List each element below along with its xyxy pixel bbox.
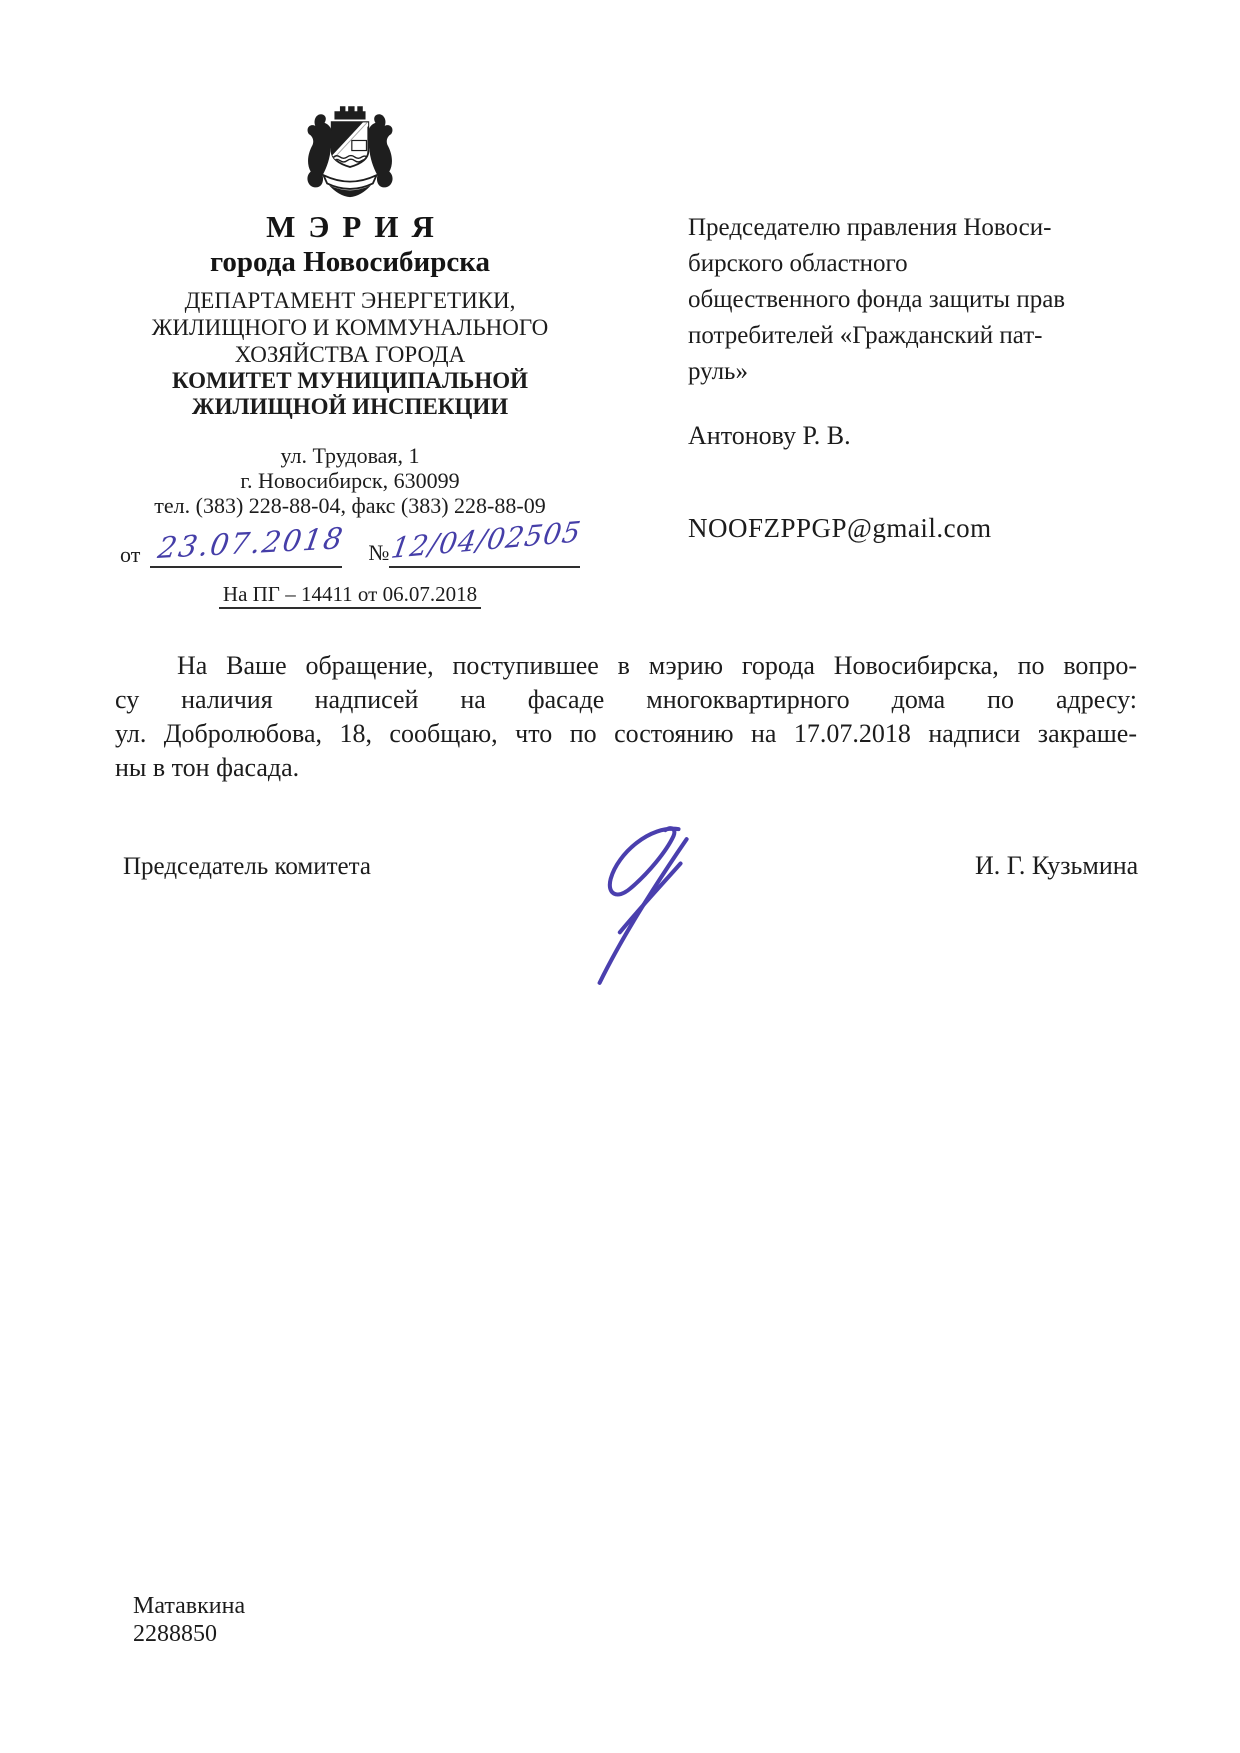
signer-position: Председатель комитета	[123, 853, 371, 880]
department-line: ХОЗЯЙСТВА ГОРОДА	[234, 342, 466, 367]
number-label: №	[368, 540, 390, 565]
committee-name	[110, 368, 590, 420]
street-address: ул. Трудовая, 1	[280, 443, 420, 468]
committee-line: ЖИЛИЩНОЙ ИНСПЕКЦИИ	[191, 394, 509, 419]
executor-name: Матавкина	[133, 1593, 246, 1619]
incoming-reference-text: На ПГ – 14411 от 06.07.2018	[219, 582, 481, 609]
body-line: ны в тон фасада.	[115, 753, 300, 782]
handwritten-date: 23.07.2018	[156, 520, 348, 566]
date-label: от	[120, 542, 141, 567]
org-title: МЭРИЯ	[266, 209, 447, 244]
department-name	[110, 287, 590, 368]
executor-phone: 2288850	[133, 1621, 217, 1647]
body-line: су наличия надписей на фасаде многоквартирного дома по адресу:	[115, 685, 1137, 714]
letterhead	[110, 103, 590, 606]
committee-line: КОМИТЕТ МУНИЦИПАЛЬНОЙ	[171, 368, 529, 393]
handwritten-number: 12/04/02505	[389, 514, 585, 566]
addressee-block	[688, 210, 1140, 546]
outgoing-date-field	[150, 520, 348, 568]
body-line: На Ваше обращение, поступившее в мэрию города Новосибирска, по вопро-	[177, 651, 1137, 680]
phone-fax: тел. (383) 228-88-04, факс (383) 228-88-09	[154, 493, 546, 518]
department-line: ДЕПАРТАМЕНТ ЭНЕРГЕТИКИ,	[184, 288, 516, 313]
outgoing-ref-row	[110, 514, 590, 568]
contact-block	[110, 443, 590, 518]
novosibirsk-coat-of-arms-icon	[304, 103, 396, 199]
addressee-line: Председателю правления Новоси-	[688, 214, 1052, 241]
addressee-line: потребителей «Гражданский пат-	[688, 322, 1043, 349]
letter-body	[115, 649, 1137, 785]
addressee-line: бирского областного	[688, 250, 908, 277]
org-subtitle: города Новосибирска	[209, 246, 491, 278]
city-address: г. Новосибирск, 630099	[240, 468, 460, 493]
outgoing-number-field	[389, 514, 585, 568]
addressee-person-name: Антонову Р. В.	[688, 421, 851, 450]
signer-name: И. Г. Кузьмина	[975, 851, 1139, 880]
addressee-email: NOOFZPPGP@gmail.com	[688, 513, 992, 543]
department-line: ЖИЛИЩНОГО И КОММУНАЛЬНОГО	[151, 315, 549, 340]
body-line: ул. Добролюбова, 18, сообщаю, что по состоянию на 17.07.2018 надписи закраше-	[115, 719, 1137, 748]
incoming-reference	[110, 582, 590, 606]
executor-block	[133, 1592, 245, 1648]
addressee-line: руль»	[688, 358, 748, 385]
handwritten-signature-icon	[572, 823, 696, 995]
addressee-line: общественного фонда защиты прав	[688, 286, 1066, 313]
